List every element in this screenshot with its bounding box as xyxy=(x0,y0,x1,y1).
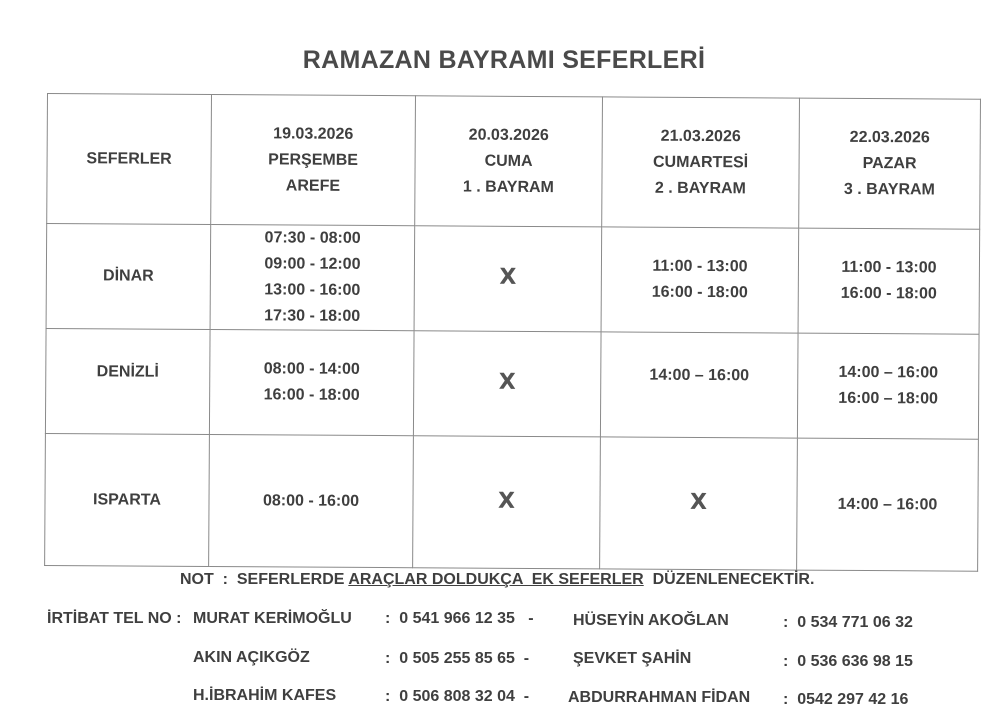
schedule-table xyxy=(44,93,981,572)
table-row-isparta xyxy=(45,433,979,571)
no-service-mark: X xyxy=(689,489,708,515)
header-day-4 xyxy=(799,98,981,229)
route-name: DENİZLİ xyxy=(45,328,210,434)
contact-name: HÜSEYİN AKOĞLAN xyxy=(573,612,729,629)
no-service-mark: X xyxy=(498,369,516,395)
contact-phone: : 0 541 966 12 35 - xyxy=(385,610,534,627)
day-date: 20.03.2026 xyxy=(468,126,549,144)
day-label: 2 . BAYRAM xyxy=(654,179,746,197)
time-slot: 08:00 - 14:00 xyxy=(263,360,360,378)
contact-phone: : 0 536 636 98 15 xyxy=(783,653,913,670)
time-slot: 13:00 - 16:00 xyxy=(264,281,361,299)
day-label: 3 . BAYRAM xyxy=(843,180,935,198)
day-date: 19.03.2026 xyxy=(273,124,354,143)
time-cell xyxy=(209,434,414,567)
time-cell xyxy=(413,436,601,569)
route-name: DİNAR xyxy=(46,224,211,330)
contact-name: H.İBRAHİM KAFES xyxy=(193,687,337,704)
day-label: AREFE xyxy=(285,176,341,195)
time-cell xyxy=(210,225,415,331)
note-suffix: DÜZENLENECEKTİR. xyxy=(643,571,815,588)
time-slot: 14:00 – 16:00 xyxy=(649,366,750,385)
time-slot: 14:00 – 16:00 xyxy=(837,495,938,513)
no-service-mark: X xyxy=(499,264,517,290)
time-slot: 09:00 - 12:00 xyxy=(264,255,361,273)
contact-phone: : 0 506 808 32 04 - xyxy=(385,688,530,705)
time-cell xyxy=(209,330,414,436)
time-cell xyxy=(600,437,798,570)
time-slot: 16:00 – 18:00 xyxy=(838,389,939,408)
day-weekday: CUMARTESİ xyxy=(652,153,749,171)
time-slot: 16:00 - 18:00 xyxy=(263,386,360,404)
day-weekday: PAZAR xyxy=(862,154,917,172)
contact-name: ŞEVKET ŞAHİN xyxy=(573,650,692,667)
time-cell xyxy=(413,331,601,437)
time-cell xyxy=(414,226,602,332)
contact-phone: : 0 534 771 06 32 xyxy=(783,614,913,631)
contact-phone: : 0 505 255 85 65 - xyxy=(385,650,530,667)
time-cell xyxy=(600,332,798,438)
contact-name: AKIN AÇIKGÖZ xyxy=(193,649,310,666)
header-day-1 xyxy=(211,95,416,226)
time-slot: 11:00 - 13:00 xyxy=(841,258,937,277)
day-weekday: PERŞEMBE xyxy=(268,150,359,169)
time-slot: 14:00 – 16:00 xyxy=(838,363,939,382)
contact-name: MURAT KERİMOĞLU xyxy=(193,610,352,627)
note-text xyxy=(180,571,814,589)
day-label: 1 . BAYRAM xyxy=(462,178,554,196)
day-date: 21.03.2026 xyxy=(660,127,741,145)
time-slot: 16:00 - 18:00 xyxy=(651,283,748,302)
time-cell xyxy=(797,333,979,439)
page-title: RAMAZAN BAYRAMI SEFERLERİ xyxy=(302,46,706,74)
table-row-dinar xyxy=(46,224,980,335)
time-slot: 07:30 - 08:00 xyxy=(264,229,361,247)
time-slot: 17:30 - 18:00 xyxy=(264,307,361,325)
contacts-label: İRTİBAT TEL NO : xyxy=(47,610,182,627)
time-slot: 16:00 - 18:00 xyxy=(840,284,937,303)
day-weekday: CUMA xyxy=(484,152,533,170)
time-cell xyxy=(601,227,799,333)
time-cell xyxy=(797,438,979,571)
contact-phone: : 0542 297 42 16 xyxy=(783,691,909,708)
note-prefix: NOT : SEFERLERDE xyxy=(180,571,349,588)
time-slot: 08:00 - 16:00 xyxy=(262,491,360,510)
time-cell xyxy=(798,228,980,334)
no-service-mark: X xyxy=(497,488,516,514)
time-slot: 11:00 - 13:00 xyxy=(652,257,748,276)
header-day-2 xyxy=(415,96,603,227)
table-row-denizli xyxy=(45,328,979,439)
contact-name: ABDURRAHMAN FİDAN xyxy=(568,689,751,706)
day-date: 22.03.2026 xyxy=(849,128,930,146)
table-header-row xyxy=(47,94,981,230)
route-name: ISPARTA xyxy=(45,433,210,566)
header-route: SEFERLER xyxy=(47,94,212,225)
header-day-3 xyxy=(602,97,800,228)
note-underlined: ARAÇLAR DOLDUKÇA EK SEFERLER xyxy=(348,571,644,588)
